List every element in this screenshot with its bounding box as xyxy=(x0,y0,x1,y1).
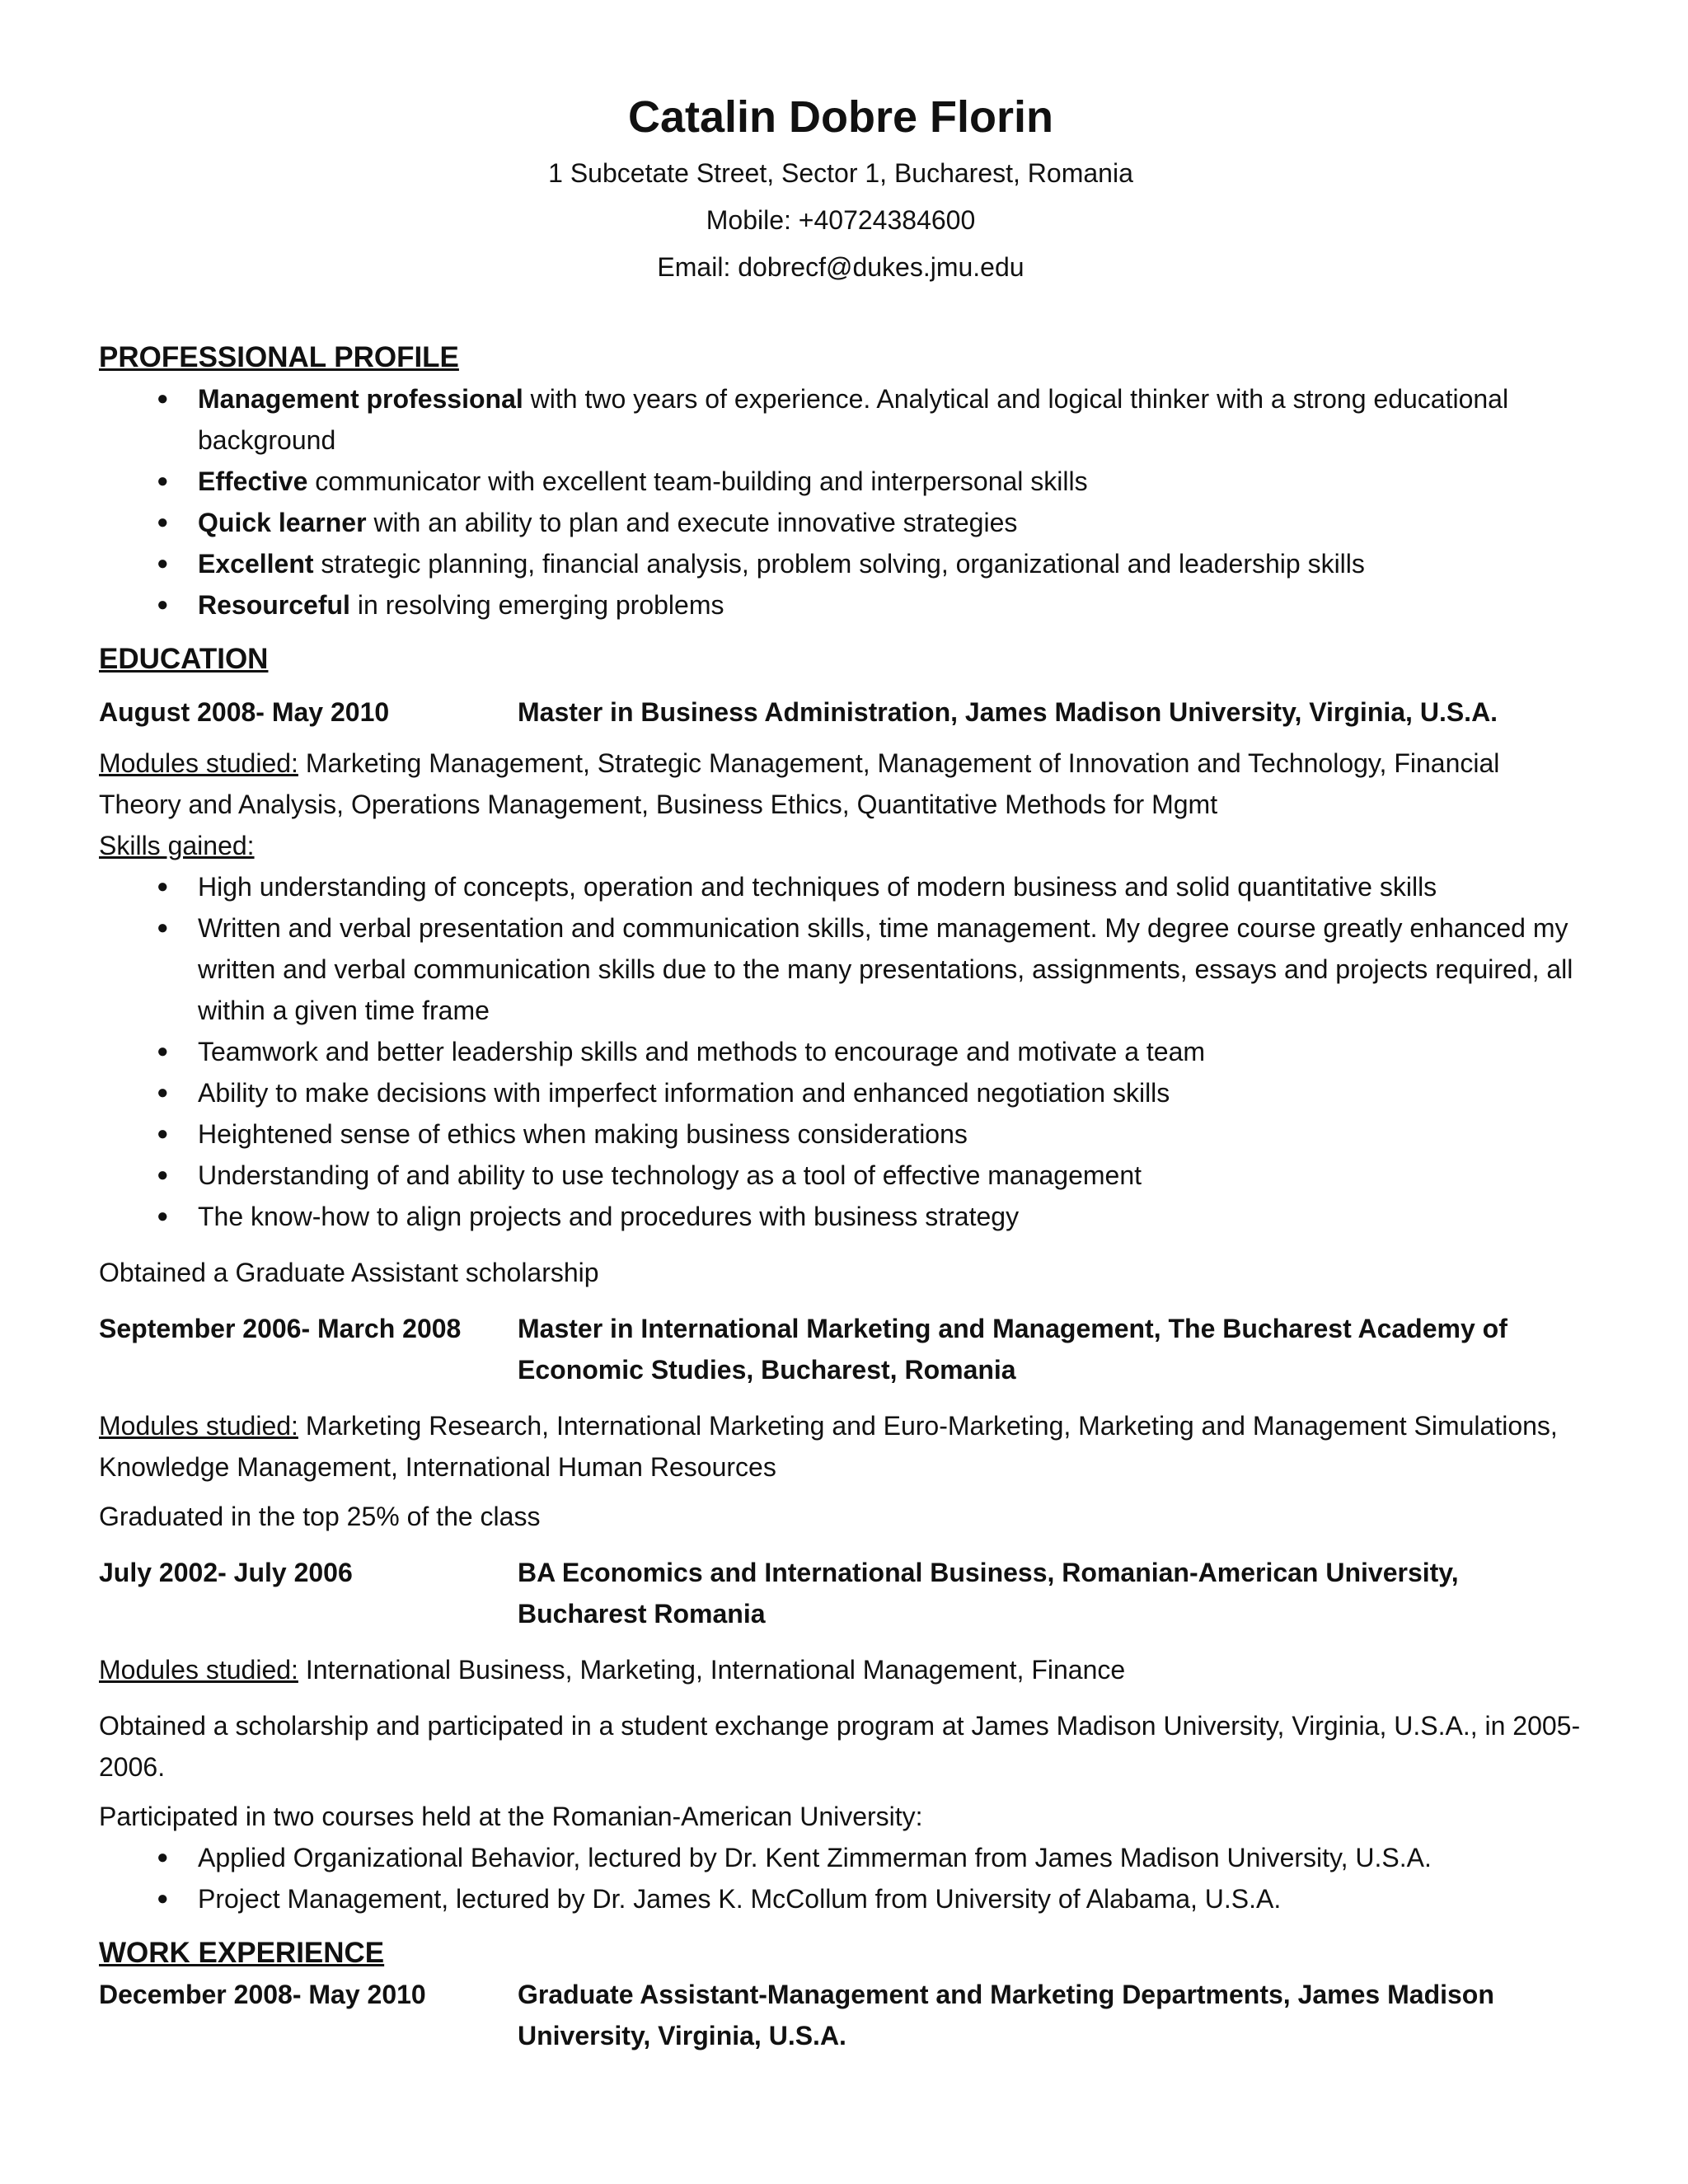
master-note: Graduated in the top 25% of the class xyxy=(99,1502,541,1531)
education-entry-mba xyxy=(99,691,1582,733)
modules-paragraph: Modules studied: Marketing Management, Strategic Management, Management of Innovation and Technology, Financial Theory and Analysis, Operations Management, Business Ethics, Quantitative Methods for Mgmt xyxy=(99,748,1500,819)
list-item: ● Effective communicator with excellent team-building and interpersonal skills xyxy=(99,461,1582,502)
modules-paragraph: Modules studied: Marketing Research, International Marketing and Euro-Marketing, Marketing and Management Simulations, Knowledge Management, International Human Resources xyxy=(99,1411,1558,1482)
ba-note-scholarship: Obtained a scholarship and participated in a student exchange program at James Madison University, Virginia, U.S.A., in 2005-2006. xyxy=(99,1711,1581,1782)
list-item: ● Teamwork and better leadership skills and methods to encourage and motivate a team xyxy=(99,1031,1582,1072)
list-item: ● Understanding of and ability to use technology as a tool of effective management xyxy=(99,1155,1582,1196)
entry-date: December 2008- May 2010 xyxy=(99,1980,426,2009)
courses-list xyxy=(99,1837,1582,1919)
resume-page xyxy=(99,0,1582,2056)
entry-date: August 2008- May 2010 xyxy=(99,697,390,727)
list-item: ● High understanding of concepts, operation and techniques of modern business and solid quantitative skills xyxy=(99,866,1582,907)
education-title: EDUCATION xyxy=(99,643,269,675)
list-item: ● Management professional with two years of experience. Analytical and logical thinker with a strong educational background xyxy=(99,378,1582,461)
address: 1 Subcetate Street, Sector 1, Bucharest, Romania xyxy=(548,158,1133,188)
entry-date: September 2006- March 2008 xyxy=(99,1314,462,1343)
professional-profile-title: PROFESSIONAL PROFILE xyxy=(99,341,459,373)
email: Email: dobrecf@dukes.jmu.edu xyxy=(657,252,1025,282)
entry-position: Graduate Assistant-Management and Marketing Departments, James Madison University, Virginia, U.S.A. xyxy=(518,1980,1494,2050)
entry-date: July 2002- July 2006 xyxy=(99,1558,353,1587)
candidate-name: Catalin Dobre Florin xyxy=(627,92,1054,142)
skills-label: Skills gained: xyxy=(99,831,255,860)
entry-degree: Master in International Marketing and Management, The Bucharest Academy of Economic Studies, Bucharest, Romania xyxy=(518,1314,1507,1385)
list-item: ● Quick learner with an ability to plan and execute innovative strategies xyxy=(99,502,1582,543)
skills-list xyxy=(99,866,1582,1237)
work-experience-title: WORK EXPERIENCE xyxy=(99,1937,385,1969)
entry-degree: Master in Business Administration, James Madison University, Virginia, U.S.A. xyxy=(518,697,1498,727)
education-entry-master xyxy=(99,1308,1582,1390)
list-item: ● Project Management, lectured by Dr. James K. McCollum from University of Alabama, U.S.A. xyxy=(99,1878,1582,1919)
mobile: Mobile: +40724384600 xyxy=(706,205,976,235)
mba-note: Obtained a Graduate Assistant scholarship xyxy=(99,1258,599,1287)
profile-list xyxy=(99,378,1582,626)
list-item: ● Heightened sense of ethics when making business considerations xyxy=(99,1113,1582,1155)
list-item: ● Excellent strategic planning, financial analysis, problem solving, organizational and leadership skills xyxy=(99,543,1582,584)
ba-note-courses: Participated in two courses held at the Romanian-American University: xyxy=(99,1802,923,1831)
list-item: ● The know-how to align projects and procedures with business strategy xyxy=(99,1196,1582,1237)
work-entry xyxy=(99,1974,1582,2056)
list-item: ● Resourceful in resolving emerging problems xyxy=(99,584,1582,626)
list-item: ● Applied Organizational Behavior, lectured by Dr. Kent Zimmerman from James Madison University, U.S.A. xyxy=(99,1837,1582,1878)
modules-paragraph: Modules studied: International Business, Marketing, International Management, Finance xyxy=(99,1655,1126,1685)
education-entry-ba xyxy=(99,1552,1582,1634)
list-item: ● Ability to make decisions with imperfect information and enhanced negotiation skills xyxy=(99,1072,1582,1113)
entry-degree: BA Economics and International Business, Romanian-American University, Bucharest Romania xyxy=(518,1558,1459,1629)
list-item: ● Written and verbal presentation and communication skills, time management. My degree course greatly enhanced my written and verbal communication skills due to the many presentations, assignments, essays and projects required, all within a given time frame xyxy=(99,907,1582,1031)
